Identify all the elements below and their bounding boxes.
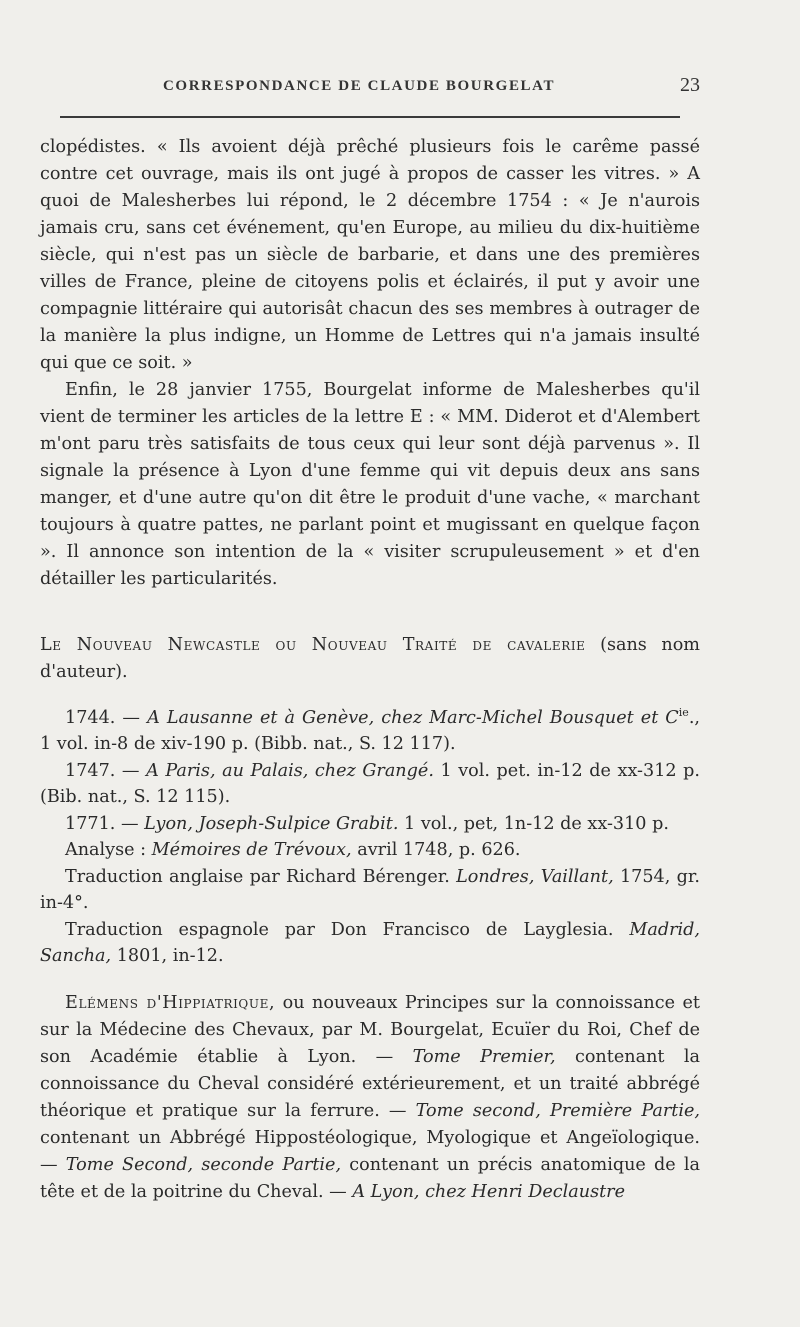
translation-details: 1801, in-12.: [111, 946, 224, 967]
analyse-title: Mémoires de Trévoux,: [151, 840, 352, 861]
edition-year: 1771. —: [65, 813, 145, 834]
edition-details: 1 vol. pet. in-12 de xx-312 p. (Bib. nat., S. 12 115).: [40, 760, 700, 808]
edition-1747: [40, 758, 700, 811]
edition-details: 1 vol., pet, 1n-12 de xx-310 p.: [398, 813, 669, 834]
bibliography-entry-2: [40, 990, 700, 1206]
edition-1771: [40, 811, 700, 838]
entry-2-volume-title: Tome second, Première Partie,: [415, 1101, 700, 1121]
translation-details: 1754, gr. in-4°.: [40, 866, 700, 914]
analyse-label: Analyse :: [65, 840, 152, 861]
edition-details: ., 1 vol. in-8 de xiv-190 p. (Bibb. nat., S. 12 117).: [40, 707, 700, 755]
main-text: [40, 134, 700, 593]
entry-2-paragraph: [40, 990, 700, 1206]
bibliography-entry-1-editions: [40, 700, 700, 970]
edition-publisher: A Paris, au Palais, chez Grangé.: [146, 760, 434, 781]
entry-2-text: contenant la connoissance du Cheval considéré extérieurement, et un traité abbrégé théorique et pratique sur la ferrure. —: [40, 1047, 700, 1121]
edition-publisher: A Lausanne et à Genève, chez Marc-Michel Bousquet et C: [147, 707, 679, 728]
header-rule: [60, 116, 680, 118]
edition-year: 1744. —: [65, 707, 148, 728]
bibliography-entry-1-heading: [40, 632, 700, 686]
entry-2-title: Elémens d'Hippiatrique,: [65, 993, 276, 1013]
translation-text: Traduction espagnole par Don Francisco de Layglesia.: [65, 919, 630, 940]
analyse-line: [40, 837, 700, 864]
entry-2-text: contenant un Abbrégé Hippostéologique, Myologique et Angeïologique. —: [40, 1128, 700, 1175]
entry-2-volume-title: Tome Second, seconde Partie,: [65, 1155, 342, 1175]
analyse-details: avril 1748, p. 626.: [351, 840, 521, 861]
translation-spanish: [40, 917, 700, 970]
translation-publisher: Londres, Vaillant,: [456, 866, 614, 887]
entry-1-rest: (sans nom d'auteur).: [40, 635, 700, 682]
entry-1-title: Le Nouveau Newcastle ou Nouveau Traité de cavalerie: [40, 635, 586, 655]
translation-text: Traduction anglaise par Richard Bérenger.: [65, 866, 457, 887]
paragraph-2: Enfin, le 28 janvier 1755, Bourgelat informe de Malesherbes qu'il vient de terminer les articles de la lettre E : « MM. Diderot et d'Alembert m'ont paru très satisfaits de tous ceux qui leur sont déjà parvenus ». Il signale la présence à Lyon d'une femme qui vit depuis deux ans sans manger, et d'une autre qu'on dit être le produit d'une vache, « marchant toujours à quatre pattes, ne parlant point et mugissant en quelque façon ». Il annonce son intention de la « visiter scrupuleusement » et d'en détailler les particularités.: [40, 380, 700, 589]
entry-2-publisher: A Lyon, chez Henri Declaustre: [352, 1182, 625, 1202]
translation-publisher: Madrid, Sancha,: [40, 919, 700, 967]
page-header: [40, 70, 700, 110]
edition-1744: [40, 700, 700, 758]
entry-2-text: ou nouveaux Principes sur la connoissance et sur la Médecine des Chevaux, par M. Bourgelat, Ecuïer du Roi, Chef de son Académie établie à Lyon. —: [40, 993, 700, 1067]
entry-2-text: contenant un précis anatomique de la tête et de la poitrine du Cheval. —: [40, 1155, 701, 1202]
edition-publisher: Lyon, Joseph-Sulpice Grabit.: [144, 813, 399, 834]
paragraph-1: clopédistes. « Ils avoient déjà prêché plusieurs fois le carême passé contre cet ouvrage, mais ils ont jugé à propos de casser les vitres. » A quoi de Malesherbes lui répond, le 2 décembre 1754 : « Je n'aurois jamais cru, sans cet événement, qu'en Europe, au milieu du dix-huitième siècle, qui n'est pas un siècle de barbarie, et dans une des premières villes de France, pleine de citoyens polis et éclairés, il put y avoir une compagnie littéraire qui autorisât chacun des ses membres à outrager de la manière la plus indigne, un Homme de Lettres qui n'a jamais insulté qui que ce soit. »: [40, 137, 700, 373]
entry-2-volume-title: Tome Premier,: [412, 1047, 556, 1067]
translation-english: [40, 864, 700, 917]
edition-sup: ie: [678, 706, 689, 719]
edition-year: 1747. —: [65, 760, 147, 781]
page-number: 23: [680, 74, 700, 96]
running-title: CORRESPONDANCE DE CLAUDE BOURGELAT: [163, 78, 556, 94]
